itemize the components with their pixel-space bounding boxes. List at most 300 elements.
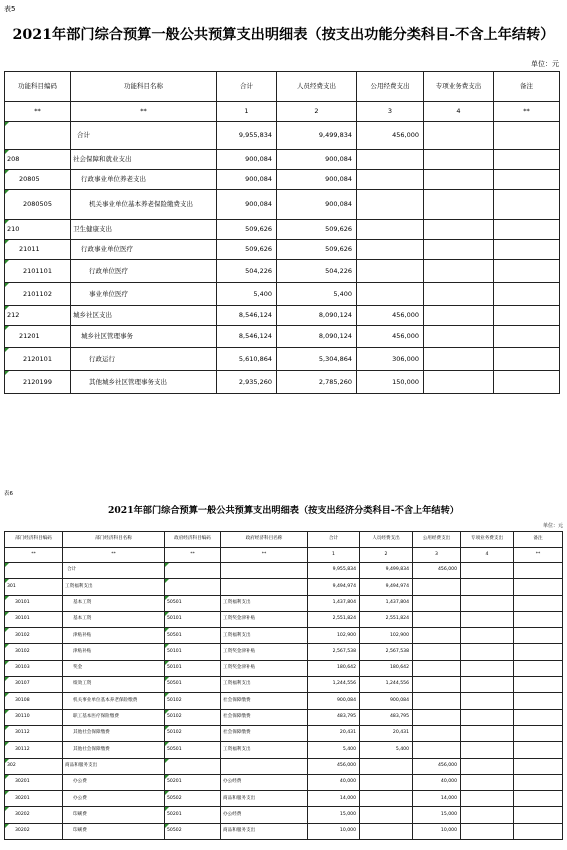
dept-econ-name: 工资福利支出 <box>63 579 165 595</box>
public-amount <box>413 709 461 725</box>
table-row <box>5 660 563 676</box>
dept-econ-code: 30202 <box>5 823 63 839</box>
dept-econ-code: 30110 <box>5 709 63 725</box>
dept-econ-name: 机关事业单位基本养老保险缴费 <box>63 693 165 709</box>
table-row <box>5 791 563 807</box>
column-header: 政府经济科目编码 <box>165 532 221 548</box>
total-amount: 2,551,824 <box>308 611 360 627</box>
total-amount: 5,610,864 <box>217 348 277 371</box>
public-amount: 456,000 <box>413 758 461 774</box>
dept-econ-code: 30102 <box>5 628 63 644</box>
column-header: 专项业务费支出 <box>461 532 514 548</box>
table-row <box>5 774 563 790</box>
gov-econ-code: 50102 <box>165 693 221 709</box>
special-amount <box>424 283 494 306</box>
personnel-amount: 1,244,556 <box>360 677 413 693</box>
special-amount <box>424 150 494 170</box>
function-name: 卫生健康支出 <box>71 220 217 240</box>
table-row <box>5 709 563 725</box>
column-index: 3 <box>413 548 461 563</box>
public-amount <box>357 260 424 283</box>
dept-econ-name: 商品和服务支出 <box>63 758 165 774</box>
function-code: 2101102 <box>5 283 71 306</box>
table6-title: 2021年部门综合预算一般公共预算支出明细表（按支出经济分类科目-不含上年结转） <box>108 505 459 516</box>
total-amount: 40,000 <box>308 774 360 790</box>
public-amount: 10,000 <box>413 823 461 839</box>
function-name: 合计 <box>71 122 217 150</box>
table-row <box>5 758 563 774</box>
column-index: 3 <box>357 102 424 122</box>
special-amount <box>461 709 514 725</box>
personnel-amount: 9,499,834 <box>360 563 413 579</box>
function-code: 210 <box>5 220 71 240</box>
dept-econ-code: 30112 <box>5 742 63 758</box>
note <box>494 260 560 283</box>
note <box>494 240 560 260</box>
personnel-amount: 8,090,124 <box>277 326 357 348</box>
function-name: 机关事业单位基本养老保险缴费支出 <box>71 190 217 220</box>
total-amount: 900,084 <box>217 150 277 170</box>
personnel-amount: 509,626 <box>277 220 357 240</box>
note <box>494 326 560 348</box>
function-name: 行政运行 <box>71 348 217 371</box>
function-code: 2080505 <box>5 190 71 220</box>
personnel-amount: 504,226 <box>277 260 357 283</box>
table6-header-row <box>5 532 563 548</box>
note <box>514 660 563 676</box>
personnel-amount <box>360 758 413 774</box>
table6 <box>4 531 563 840</box>
personnel-amount: 5,400 <box>277 283 357 306</box>
note <box>494 306 560 326</box>
note <box>514 758 563 774</box>
total-amount: 9,494,974 <box>308 579 360 595</box>
public-amount: 14,000 <box>413 791 461 807</box>
column-index: ** <box>494 102 560 122</box>
personnel-amount: 5,400 <box>360 742 413 758</box>
table-row <box>5 326 560 348</box>
total-amount: 15,000 <box>308 807 360 823</box>
personnel-amount: 102,900 <box>360 628 413 644</box>
personnel-amount: 900,084 <box>277 170 357 190</box>
function-name: 事业单位医疗 <box>71 283 217 306</box>
public-amount <box>413 579 461 595</box>
table-row <box>5 628 563 644</box>
table5-index-row <box>5 102 560 122</box>
dept-econ-code: 30101 <box>5 611 63 627</box>
table-row <box>5 611 563 627</box>
dept-econ-name: 其他社会保障缴费 <box>63 742 165 758</box>
special-amount <box>461 611 514 627</box>
public-amount: 306,000 <box>357 348 424 371</box>
function-code: 208 <box>5 150 71 170</box>
total-amount: 8,546,124 <box>217 306 277 326</box>
table-row <box>5 823 563 839</box>
public-amount <box>357 240 424 260</box>
personnel-amount: 509,626 <box>277 240 357 260</box>
special-amount <box>461 579 514 595</box>
table-row <box>5 371 560 394</box>
special-amount <box>461 563 514 579</box>
table-row <box>5 742 563 758</box>
gov-econ-code: 50501 <box>165 677 221 693</box>
public-amount <box>357 190 424 220</box>
table5-unit: 单位：元 <box>531 60 559 68</box>
total-amount: 900,084 <box>217 170 277 190</box>
public-amount: 456,000 <box>357 122 424 150</box>
total-amount: 20,431 <box>308 725 360 741</box>
gov-econ-name: 社会保障缴费 <box>221 709 308 725</box>
column-header: 功能科目名称 <box>71 72 217 102</box>
note <box>514 709 563 725</box>
column-index: 1 <box>308 548 360 563</box>
function-name: 行政事业单位养老支出 <box>71 170 217 190</box>
total-amount: 483,795 <box>308 709 360 725</box>
table-row <box>5 644 563 660</box>
special-amount <box>461 807 514 823</box>
special-amount <box>424 190 494 220</box>
dept-econ-code: 302 <box>5 758 63 774</box>
note <box>494 190 560 220</box>
special-amount <box>461 660 514 676</box>
dept-econ-code <box>5 563 63 579</box>
special-amount <box>461 693 514 709</box>
total-amount: 900,084 <box>217 190 277 220</box>
table6-index-row <box>5 548 563 563</box>
gov-econ-code: 50502 <box>165 823 221 839</box>
table-row <box>5 122 560 150</box>
special-amount <box>461 758 514 774</box>
gov-econ-name: 商品和服务支出 <box>221 791 308 807</box>
table-row <box>5 807 563 823</box>
total-amount: 456,000 <box>308 758 360 774</box>
gov-econ-code: 50201 <box>165 774 221 790</box>
public-amount <box>413 742 461 758</box>
gov-econ-name <box>221 758 308 774</box>
total-amount: 180,642 <box>308 660 360 676</box>
column-header: 公用经费支出 <box>413 532 461 548</box>
table-row <box>5 150 560 170</box>
function-code: 2101101 <box>5 260 71 283</box>
column-index: 4 <box>461 548 514 563</box>
total-amount: 2,567,538 <box>308 644 360 660</box>
dept-econ-name: 其他社会保障缴费 <box>63 725 165 741</box>
column-header: 公用经费支出 <box>357 72 424 102</box>
dept-econ-name: 印刷费 <box>63 823 165 839</box>
personnel-amount: 483,795 <box>360 709 413 725</box>
table-row <box>5 190 560 220</box>
dept-econ-code: 30102 <box>5 644 63 660</box>
column-index: ** <box>71 102 217 122</box>
total-amount: 509,626 <box>217 220 277 240</box>
note <box>494 283 560 306</box>
public-amount <box>413 628 461 644</box>
personnel-amount <box>360 823 413 839</box>
dept-econ-code: 30201 <box>5 774 63 790</box>
gov-econ-code: 50201 <box>165 807 221 823</box>
gov-econ-name: 工资奖金津补贴 <box>221 644 308 660</box>
special-amount <box>461 644 514 660</box>
function-name: 城乡社区管理事务 <box>71 326 217 348</box>
table-row <box>5 220 560 240</box>
special-amount <box>461 774 514 790</box>
public-amount: 456,000 <box>357 306 424 326</box>
table-row <box>5 240 560 260</box>
special-amount <box>424 220 494 240</box>
personnel-amount: 5,304,864 <box>277 348 357 371</box>
column-index: ** <box>514 548 563 563</box>
special-amount <box>424 260 494 283</box>
note <box>494 348 560 371</box>
public-amount <box>413 644 461 660</box>
table5-header-row <box>5 72 560 102</box>
gov-econ-name: 工资福利支出 <box>221 677 308 693</box>
dept-econ-name: 职工基本医疗保险缴费 <box>63 709 165 725</box>
public-amount: 456,000 <box>357 326 424 348</box>
special-amount <box>424 348 494 371</box>
personnel-amount: 900,084 <box>277 150 357 170</box>
special-amount <box>424 306 494 326</box>
dept-econ-code: 30107 <box>5 677 63 693</box>
personnel-amount: 9,499,834 <box>277 122 357 150</box>
table5 <box>4 71 560 394</box>
dept-econ-name: 基本工资 <box>63 611 165 627</box>
gov-econ-code: 50101 <box>165 611 221 627</box>
dept-econ-name: 津贴补贴 <box>63 628 165 644</box>
total-amount: 14,000 <box>308 791 360 807</box>
special-amount <box>461 595 514 611</box>
public-amount <box>413 725 461 741</box>
table-row <box>5 563 563 579</box>
function-name: 行政单位医疗 <box>71 260 217 283</box>
function-name: 其他城乡社区管理事务支出 <box>71 371 217 394</box>
table6-unit: 单位：元 <box>542 523 563 529</box>
function-code: 212 <box>5 306 71 326</box>
personnel-amount: 9,494,974 <box>360 579 413 595</box>
column-index: 2 <box>360 548 413 563</box>
note <box>514 677 563 693</box>
gov-econ-code: 50101 <box>165 644 221 660</box>
gov-econ-code: 50102 <box>165 709 221 725</box>
public-amount <box>413 693 461 709</box>
table5-tag: 表5 <box>4 5 16 13</box>
public-amount <box>413 677 461 693</box>
gov-econ-code: 50501 <box>165 742 221 758</box>
total-amount: 102,900 <box>308 628 360 644</box>
table5-title: 2021年部门综合预算一般公共预算支出明细表（按支出功能分类科目-不含上年结转） <box>12 27 555 43</box>
note <box>514 693 563 709</box>
dept-econ-code: 30108 <box>5 693 63 709</box>
function-code: 21201 <box>5 326 71 348</box>
special-amount <box>424 371 494 394</box>
column-header: 合计 <box>217 72 277 102</box>
public-amount <box>357 220 424 240</box>
note <box>514 823 563 839</box>
gov-econ-name: 工资奖金津补贴 <box>221 611 308 627</box>
column-header: 备注 <box>494 72 560 102</box>
column-header: 合计 <box>308 532 360 548</box>
note <box>514 595 563 611</box>
note <box>494 170 560 190</box>
table-row <box>5 260 560 283</box>
personnel-amount <box>360 791 413 807</box>
table-row <box>5 677 563 693</box>
public-amount <box>357 150 424 170</box>
column-header: 政府经济科目名称 <box>221 532 308 548</box>
gov-econ-code: 50102 <box>165 725 221 741</box>
total-amount: 509,626 <box>217 240 277 260</box>
note <box>514 742 563 758</box>
gov-econ-name: 社会保障缴费 <box>221 693 308 709</box>
dept-econ-code: 30103 <box>5 660 63 676</box>
gov-econ-code: 50501 <box>165 595 221 611</box>
gov-econ-name: 工资福利支出 <box>221 628 308 644</box>
function-name: 城乡社区支出 <box>71 306 217 326</box>
dept-econ-name: 办公费 <box>63 791 165 807</box>
column-header: 人员经费支出 <box>360 532 413 548</box>
special-amount <box>461 677 514 693</box>
note <box>494 220 560 240</box>
dept-econ-name: 奖金 <box>63 660 165 676</box>
personnel-amount: 20,431 <box>360 725 413 741</box>
special-amount <box>424 240 494 260</box>
table-row <box>5 595 563 611</box>
function-code <box>5 122 71 150</box>
column-header: 备注 <box>514 532 563 548</box>
gov-econ-name <box>221 579 308 595</box>
gov-econ-name: 工资奖金津补贴 <box>221 660 308 676</box>
note <box>514 725 563 741</box>
personnel-amount: 2,785,260 <box>277 371 357 394</box>
dept-econ-name: 基本工资 <box>63 595 165 611</box>
note <box>514 791 563 807</box>
table-row <box>5 348 560 371</box>
note <box>514 774 563 790</box>
note <box>514 628 563 644</box>
dept-econ-name: 印刷费 <box>63 807 165 823</box>
personnel-amount: 1,437,804 <box>360 595 413 611</box>
column-index: ** <box>165 548 221 563</box>
function-name: 行政事业单位医疗 <box>71 240 217 260</box>
public-amount <box>357 170 424 190</box>
dept-econ-name: 津贴补贴 <box>63 644 165 660</box>
total-amount: 504,226 <box>217 260 277 283</box>
special-amount <box>424 122 494 150</box>
note <box>494 122 560 150</box>
column-index: ** <box>5 102 71 122</box>
public-amount: 40,000 <box>413 774 461 790</box>
special-amount <box>424 170 494 190</box>
gov-econ-name: 工资福利支出 <box>221 742 308 758</box>
note <box>494 150 560 170</box>
total-amount: 900,084 <box>308 693 360 709</box>
column-index: 4 <box>424 102 494 122</box>
gov-econ-name: 商品和服务支出 <box>221 823 308 839</box>
dept-econ-code: 301 <box>5 579 63 595</box>
personnel-amount: 2,551,824 <box>360 611 413 627</box>
column-header: 专项业务费支出 <box>424 72 494 102</box>
table6-tag: 表6 <box>4 491 13 497</box>
total-amount: 9,955,834 <box>217 122 277 150</box>
gov-econ-name <box>221 563 308 579</box>
personnel-amount: 180,642 <box>360 660 413 676</box>
public-amount: 150,000 <box>357 371 424 394</box>
table-row <box>5 306 560 326</box>
public-amount <box>413 660 461 676</box>
personnel-amount <box>360 774 413 790</box>
dept-econ-code: 30202 <box>5 807 63 823</box>
total-amount: 8,546,124 <box>217 326 277 348</box>
table-row <box>5 693 563 709</box>
column-header: 部门经济科目名称 <box>63 532 165 548</box>
special-amount <box>461 628 514 644</box>
gov-econ-code: 50502 <box>165 791 221 807</box>
personnel-amount: 900,084 <box>360 693 413 709</box>
special-amount <box>461 823 514 839</box>
gov-econ-name: 社会保障缴费 <box>221 725 308 741</box>
gov-econ-code: 50501 <box>165 628 221 644</box>
personnel-amount: 2,567,538 <box>360 644 413 660</box>
dept-econ-code: 30201 <box>5 791 63 807</box>
special-amount <box>461 725 514 741</box>
note <box>514 807 563 823</box>
dept-econ-name: 合计 <box>63 563 165 579</box>
function-code: 2120199 <box>5 371 71 394</box>
special-amount <box>461 742 514 758</box>
gov-econ-code <box>165 758 221 774</box>
total-amount: 1,437,804 <box>308 595 360 611</box>
gov-econ-code <box>165 579 221 595</box>
column-index: ** <box>63 548 165 563</box>
public-amount <box>413 595 461 611</box>
column-header: 功能科目编码 <box>5 72 71 102</box>
note <box>514 563 563 579</box>
column-header: 人员经费支出 <box>277 72 357 102</box>
table-row <box>5 283 560 306</box>
gov-econ-name: 办公经费 <box>221 774 308 790</box>
dept-econ-code: 30101 <box>5 595 63 611</box>
special-amount <box>424 326 494 348</box>
function-code: 21011 <box>5 240 71 260</box>
column-index: ** <box>5 548 63 563</box>
public-amount <box>413 611 461 627</box>
table-row <box>5 170 560 190</box>
column-header: 部门经济科目编码 <box>5 532 63 548</box>
total-amount: 5,400 <box>217 283 277 306</box>
public-amount: 15,000 <box>413 807 461 823</box>
note <box>514 579 563 595</box>
note <box>494 371 560 394</box>
function-name: 社会保障和就业支出 <box>71 150 217 170</box>
dept-econ-code: 30112 <box>5 725 63 741</box>
personnel-amount <box>360 807 413 823</box>
personnel-amount: 8,090,124 <box>277 306 357 326</box>
public-amount <box>357 283 424 306</box>
table-row <box>5 579 563 595</box>
special-amount <box>461 791 514 807</box>
personnel-amount: 900,084 <box>277 190 357 220</box>
total-amount: 2,935,260 <box>217 371 277 394</box>
note <box>514 644 563 660</box>
column-index: 1 <box>217 102 277 122</box>
dept-econ-name: 绩效工资 <box>63 677 165 693</box>
column-index: ** <box>221 548 308 563</box>
total-amount: 5,400 <box>308 742 360 758</box>
total-amount: 10,000 <box>308 823 360 839</box>
function-code: 20805 <box>5 170 71 190</box>
gov-econ-name: 工资福利支出 <box>221 595 308 611</box>
total-amount: 1,244,556 <box>308 677 360 693</box>
